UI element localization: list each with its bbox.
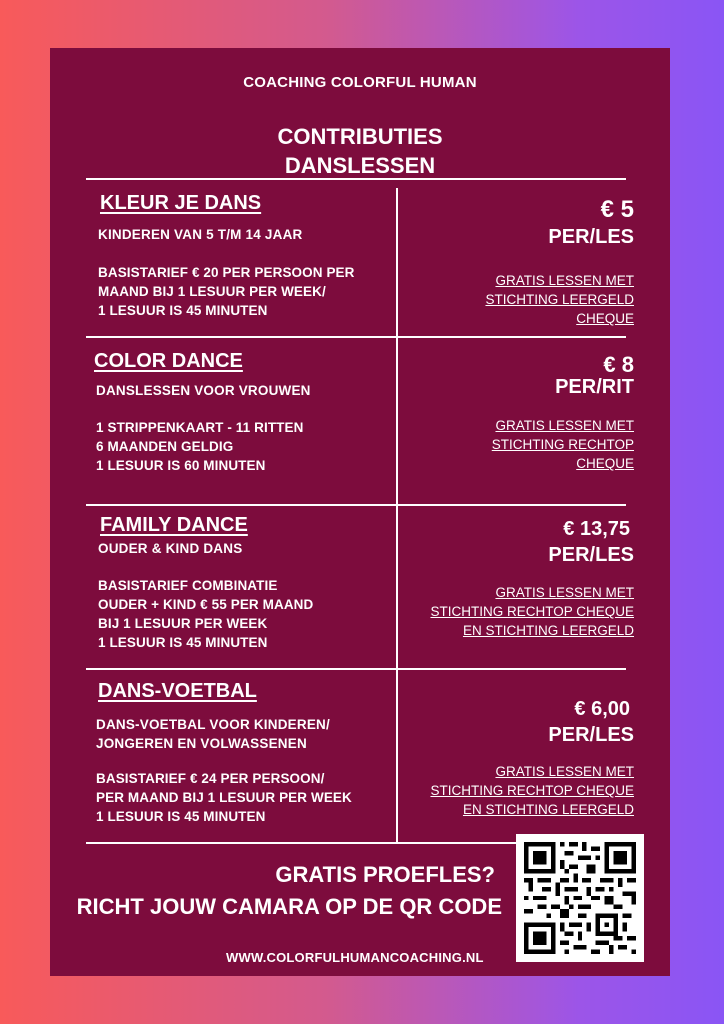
section-description: BASISTARIEF € 20 PER PERSOON PER MAAND BIJ 1 LESUUR PER WEEK/ 1 LESUUR IS 45 MINUTEN — [98, 265, 355, 318]
poster-panel — [50, 48, 670, 976]
price-value: € 8 — [603, 352, 634, 377]
section-description: BASISTARIEF COMBINATIE OUDER + KIND € 55 PER MAAND BIJ 1 LESUUR PER WEEK 1 LESUUR IS 45 MINUTEN — [98, 578, 314, 650]
divider-top — [86, 178, 626, 180]
free-lessons-note: GRATIS LESSEN MET STICHTING RECHTOP CHEQUE EN STICHTING LEERGELD — [430, 585, 634, 638]
price-unit: PER/LES — [548, 226, 634, 248]
qr-code[interactable] — [516, 834, 644, 962]
free-lessons-note: GRATIS LESSEN MET STICHTING LEERGELD CHEQUE — [485, 273, 634, 326]
price-value: € 13,75 — [563, 518, 630, 540]
section-description: 1 STRIPPENKAART - 11 RITTEN 6 MAANDEN GELDIG 1 LESUUR IS 60 MINUTEN — [96, 420, 304, 473]
website-link[interactable]: WWW.COLORFULHUMANCOACHING.NL — [226, 950, 484, 965]
section-title-family-dance: FAMILY DANCE — [100, 514, 248, 536]
price-value: € 6,00 — [574, 698, 630, 720]
section-subtitle: OUDER & KIND DANS — [98, 541, 243, 556]
section-subtitle: DANSLESSEN VOOR VROUWEN — [96, 383, 311, 398]
divider-1 — [86, 336, 626, 338]
cta-free-trial: GRATIS PROEFLES? — [275, 862, 495, 887]
section-title-dans-voetbal: DANS-VOETBAL — [98, 680, 257, 702]
page-title-line1: CONTRIBUTIES — [277, 124, 443, 149]
page-title-line2: DANSLESSEN — [284, 153, 436, 178]
qr-code-icon — [524, 842, 636, 954]
free-lessons-note: GRATIS LESSEN MET STICHTING RECHTOP CHEQUE EN STICHTING LEERGELD — [430, 764, 634, 817]
section-description: BASISTARIEF € 24 PER PERSOON/ PER MAAND BIJ 1 LESUUR PER WEEK 1 LESUUR IS 45 MINUTEN — [96, 771, 352, 824]
section-title-kleur-je-dans: KLEUR JE DANS — [100, 192, 262, 214]
section-subtitle: KINDEREN VAN 5 T/M 14 JAAR — [98, 227, 303, 242]
divider-3 — [86, 668, 626, 670]
divider-2 — [86, 504, 626, 506]
cta-scan-qr: RICHT JOUW CAMARA OP DE QR CODE — [76, 894, 502, 919]
section-subtitle: DANS-VOETBAL VOOR KINDEREN/ JONGEREN EN VOLWASSENEN — [96, 717, 330, 751]
price-unit: PER/LES — [548, 544, 634, 566]
price-value: € 5 — [600, 196, 634, 223]
brand-header: COACHING COLORFUL HUMAN — [243, 74, 477, 91]
price-unit: PER/RIT — [555, 376, 634, 398]
price-unit: PER/LES — [548, 724, 634, 746]
free-lessons-note: GRATIS LESSEN MET STICHTING RECHTOP CHEQUE — [491, 418, 634, 471]
section-title-color-dance: COLOR DANCE — [94, 350, 243, 372]
